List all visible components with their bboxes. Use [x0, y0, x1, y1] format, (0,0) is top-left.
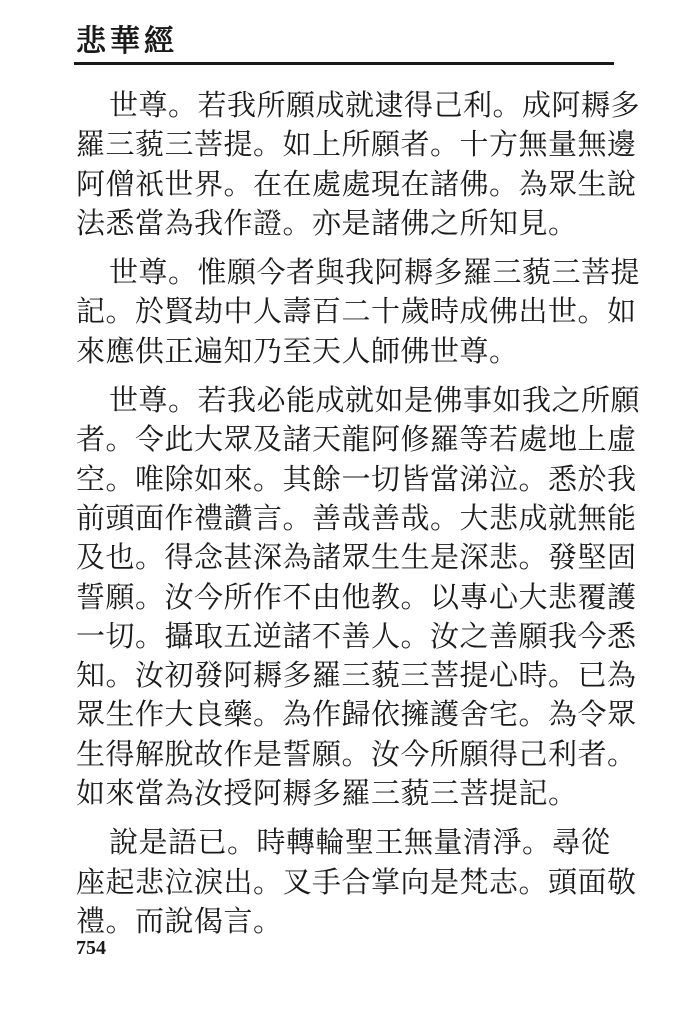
text-line: 說是語已。時轉輪聖王無量清淨。尋從 [109, 825, 611, 860]
paragraph [76, 86, 641, 243]
page-header-title: 悲華經 [76, 24, 178, 59]
header-divider [74, 62, 614, 65]
text-line: 座起悲泣淚出。叉手合掌向是梵志。頭面敬 [76, 864, 637, 899]
text-line: 世尊。惟願今者與我阿耨多羅三藐三菩提 [109, 255, 641, 290]
text-line: 者。令此大眾及諸天龍阿修羅等若處地上虛 [76, 422, 637, 457]
text-line: 前頭面作禮讚言。善哉善哉。大悲成就無能 [76, 500, 637, 535]
text-line: 法悉當為我作證。亦是諸佛之所知見。 [76, 205, 578, 240]
text-line: 世尊。若我必能成就如是佛事如我之所願 [109, 383, 641, 418]
text-line: 世尊。若我所願成就逮得己利。成阿耨多 [109, 88, 641, 122]
text-line: 知。汝初發阿耨多羅三藐三菩提心時。已為 [76, 658, 637, 693]
text-line: 阿僧祇世界。在在處處現在諸佛。為眾生說 [76, 166, 637, 201]
text-line: 及也。得念甚深為諸眾生生是深悲。發堅固 [76, 540, 637, 575]
text-line: 生得解脫故作是誓願。汝今所願得己利者。 [76, 736, 637, 771]
text-line: 如來當為汝授阿耨多羅三藐三菩提記。 [76, 776, 578, 811]
text-line: 空。唯除如來。其餘一切皆當涕泣。悉於我 [76, 461, 637, 496]
paragraph [76, 823, 637, 941]
text-line: 記。於賢劫中人壽百二十歲時成佛出世。如 [76, 294, 637, 329]
text-line: 禮。而說偈言。 [76, 903, 283, 938]
text-line: 一切。攝取五逆諸不善人。汝之善願我今悉 [76, 618, 637, 653]
page-number: 754 [76, 937, 106, 959]
text-line: 羅三藐三菩提。如上所願者。十方無量無邊 [76, 127, 637, 162]
body-text [76, 86, 641, 951]
paragraph [76, 381, 641, 813]
text-line: 來應供正遍知乃至天人師佛世尊。 [76, 333, 519, 368]
text-line: 眾生作大良藥。為作歸依擁護舍宅。為令眾 [76, 697, 637, 732]
text-line: 誓願。汝今所作不由他教。以專心大悲覆護 [76, 579, 637, 614]
paragraph [76, 253, 641, 371]
